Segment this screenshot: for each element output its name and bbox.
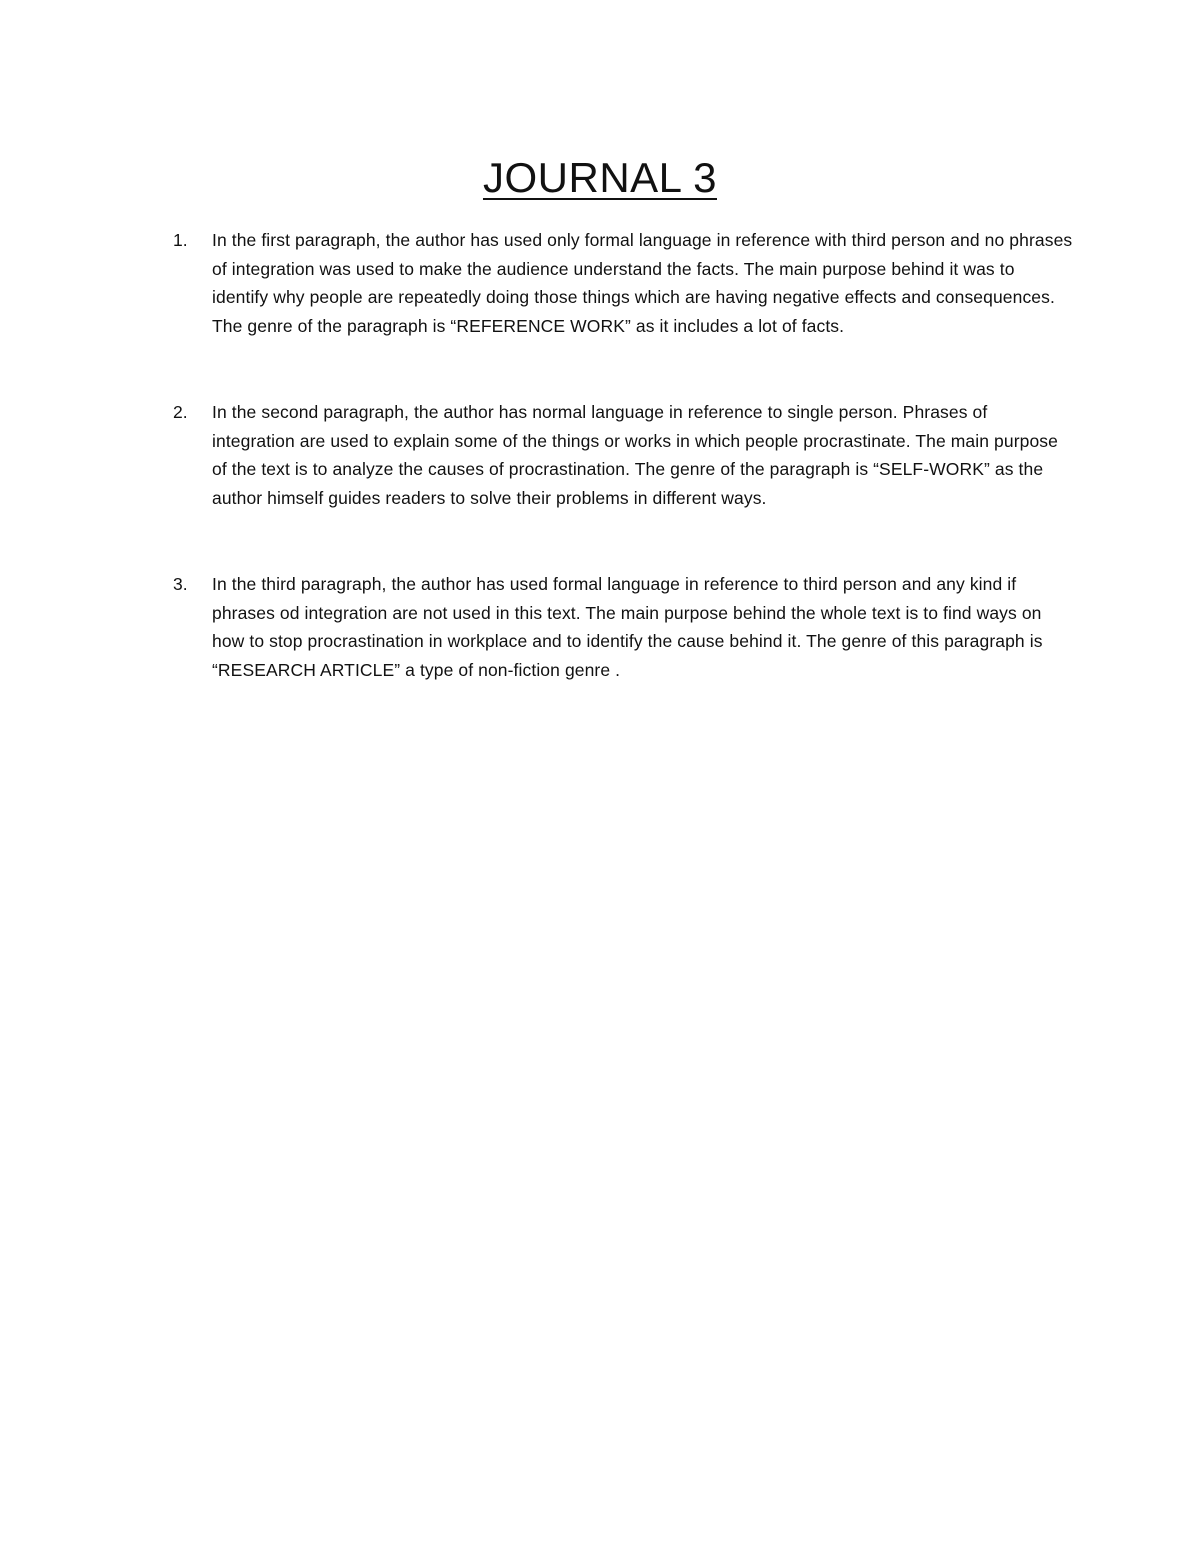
list-item-text: In the third paragraph, the author has used formal language in reference to third person and any kind if phrases od integration are not used in this text. The main purpose behind the whole text is to find ways on how to stop procrastination in workplace and to identify the cause behind it. The genre of this paragraph is “RESEARCH ARTICLE” a type of non-fiction genre . — [212, 574, 1043, 680]
list-item — [0, 398, 1200, 512]
numbered-list — [0, 226, 1200, 742]
list-item-text: In the first paragraph, the author has used only formal language in reference with third person and no phrases of integration was used to make the audience understand the facts. The main purpose behind it was to identify why people are repeatedly doing those things which are having negative effects and consequences. The genre of the paragraph is “REFERENCE WORK” as it includes a lot of facts. — [212, 230, 1073, 336]
list-item-number: 3. — [173, 574, 188, 594]
document-title: JOURNAL 3 — [482, 154, 717, 201]
list-item — [0, 226, 1200, 340]
list-item-text: In the second paragraph, the author has normal language in reference to single person. Phrases of integration are used to explain some of the things or works in which people procrastinate. The main purpose of the text is to analyze the causes of procrastination. The genre of the paragraph is “SELF-WORK” as the author himself guides readers to solve their problems in different ways. — [212, 402, 1058, 508]
list-item-number: 2. — [173, 402, 188, 422]
list-item — [0, 570, 1200, 684]
list-item-number: 1. — [173, 230, 188, 250]
